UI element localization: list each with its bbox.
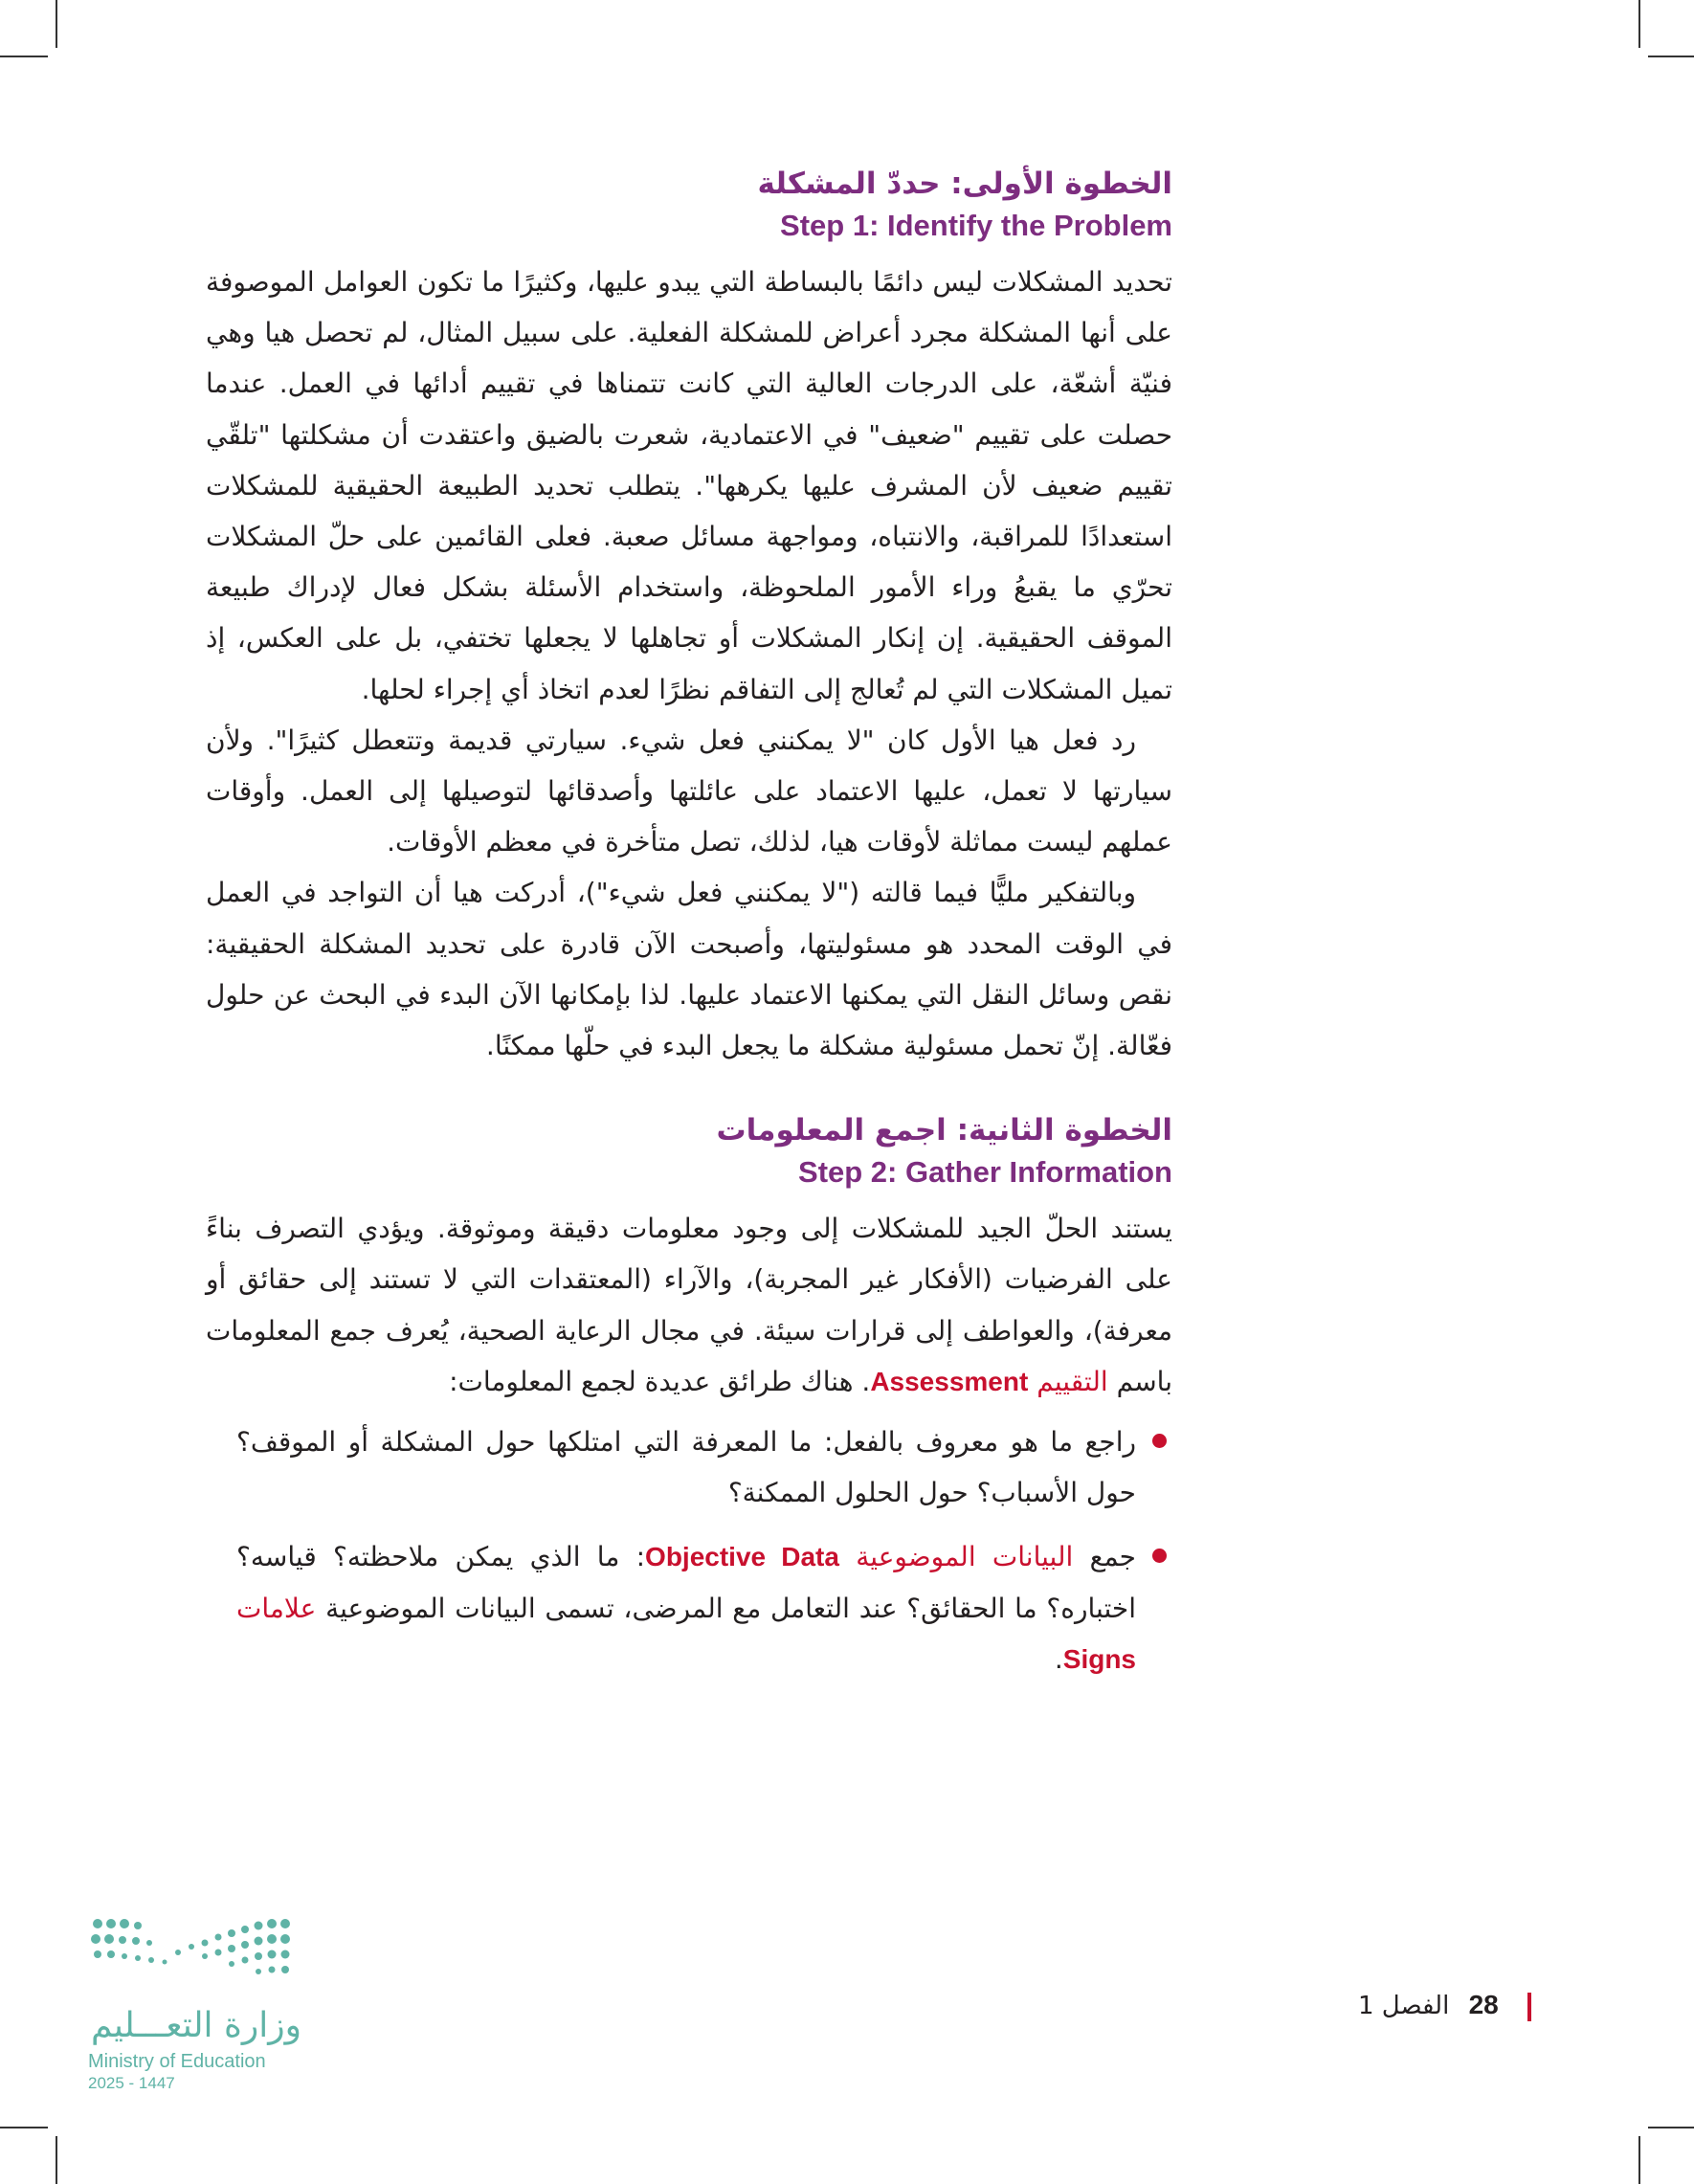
bullet-item: [236, 1416, 1172, 1518]
term-signs-en: Signs: [1062, 1643, 1136, 1674]
ministry-logo: [86, 1914, 325, 2106]
crop-mark: [1648, 2127, 1694, 2128]
crop-mark: [1648, 56, 1694, 57]
step1-paragraph-1: تحديد المشكلات ليس دائمًا بالبساطة التي يبدو عليها، وكثيرًا ما تكون العوامل الموصوفة على أنها المشكلة مجرد أعراض للمشكلة الفعلية. على سبيل المثال، لم تحصل هيا وهي فنيّة أشعّة، على الدرجات العالية التي كانت تتمناها في تقييم أدائها في العمل. عندما حصلت على تقييم "ضعيف" في الاعتمادية، شعرت بالضيق واعتقدت أن مشكلتها "تلقّي تقييم ضعيف لأن المشرف عليها يكرهها". يتطلب تحديد الطبيعة الحقيقية للمشكلات استعدادًا للمراقبة، والانتباه، ومواجهة مسائل صعبة. فعلى القائمين على حلّ المشكلات تحرّي ما يقبعُ وراء الأمور الملحوظة، واستخدام الأسئلة بشكل فعال لإدراك طبيعة الموقف الحقيقية. إن إنكار المشكلات أو تجاهلها لا يجعلها تختفي، بل على العكس، إذ تميل المشكلات التي لم تُعالج إلى التفاقم نظرًا لعدم اتخاذ أي إجراء لحلها.: [206, 266, 1172, 705]
crop-mark: [0, 56, 48, 57]
bullet-1-text: راجع ما هو معروف بالفعل: ما المعرفة التي امتلكها حول المشكلة أو الموقف؟ حول الأسباب؟ حول الحلول الممكنة؟: [236, 1426, 1136, 1509]
bullet-2-text-a: جمع: [1089, 1541, 1136, 1573]
crop-mark: [0, 2127, 48, 2128]
step1-paragraph-3: وبالتفكير مليًّا فيما قالته ("لا يمكنني فعل شيء")، أدركت هيا أن التواجد في العمل في الوقت المحدد هو مسئوليتها، وأصبحت الآن قادرة على تحديد المشكلة الحقيقية: نقص وسائل النقل التي يمكنها الاعتماد عليها. لذا بإمكانها الآن البدء في البحث عن حلول فعّالة. إنّ تحمل مسئولية مشكلة ما يجعل البدء في حلّها ممكنًا.: [206, 877, 1172, 1062]
term-assessment-en: Assessment: [870, 1366, 1029, 1396]
step2-paragraph-1: [206, 1203, 1172, 1407]
chapter-label: الفصل 1: [1357, 1992, 1450, 2020]
term-assessment-ar: التقييم: [1036, 1365, 1108, 1397]
step1-title-en: Step 1: Identify the Problem: [780, 209, 1172, 242]
term-objective-data-en: Objective Data: [645, 1542, 839, 1572]
page-number: 28: [1468, 1990, 1499, 2019]
bullet-item: [236, 1531, 1172, 1684]
crop-mark: [56, 0, 57, 48]
step1-title-ar: الخطوة الأولى: حددّ المشكلة: [757, 167, 1172, 201]
page-footer: [1321, 1986, 1531, 2024]
page-separator: [1527, 1993, 1531, 2021]
crop-mark: [1638, 0, 1640, 48]
bullet-2-end: .: [1054, 1642, 1063, 1675]
crop-mark: [1638, 2136, 1640, 2184]
ministry-logo-dots-icon: [86, 1914, 306, 1981]
step2-paragraph-1-text-b: . هناك طرائق عديدة لجمع المعلومات:: [449, 1365, 871, 1397]
step1-paragraph-2: رد فعل هيا الأول كان "لا يمكنني فعل شيء. سيارتي قديمة وتتعطل كثيرًا". ولأن سيارتها لا تعمل، عليها الاعتماد على عائلتها وأصدقائها لتوصيلها إلى العمل. وأوقات عملهم ليست مماثلة لأوقات هيا، لذلك، تصل متأخرة في معظم الأوقات.: [206, 724, 1172, 858]
ministry-name-ar: وزارة التعـــليم: [90, 2006, 301, 2045]
step2-title-en: Step 2: Gather Information: [798, 1155, 1172, 1190]
step2-title-ar: الخطوة الثانية: اجمع المعلومات: [716, 1113, 1172, 1148]
crop-mark: [56, 2136, 57, 2184]
bullet-2-text-b: : ما الذي يمكن ملاحظته؟ قياسه؟ اختباره؟ ما الحقائق؟ عند التعامل مع المرضى، تسمى البيانات الموضوعية: [236, 1541, 1137, 1624]
bullet-dot-icon: [1152, 1549, 1167, 1563]
step2-paragraph-1-text-a: يستند الحلّ الجيد للمشكلات إلى وجود معلومات دقيقة وموثوقة. ويؤدي التصرف بناءً على الفرضيات (الأفكار غير المجربة)، والآراء (المعتقدات التي لا تستند إلى حقائق أو معرفة)، والعواطف إلى قرارات سيئة. في مجال الرعاية الصحية، يُعرف جمع المعلومات باسم: [206, 1213, 1172, 1397]
bullet-dot-icon: [1152, 1434, 1167, 1448]
page-content: [206, 163, 1172, 1684]
term-signs-ar: علامات: [236, 1592, 317, 1624]
ministry-name-en: Ministry of Education: [88, 2051, 266, 2072]
ministry-year: 2025 - 1447: [88, 2074, 175, 2092]
term-objective-data-ar: البيانات الموضوعية: [856, 1541, 1074, 1573]
